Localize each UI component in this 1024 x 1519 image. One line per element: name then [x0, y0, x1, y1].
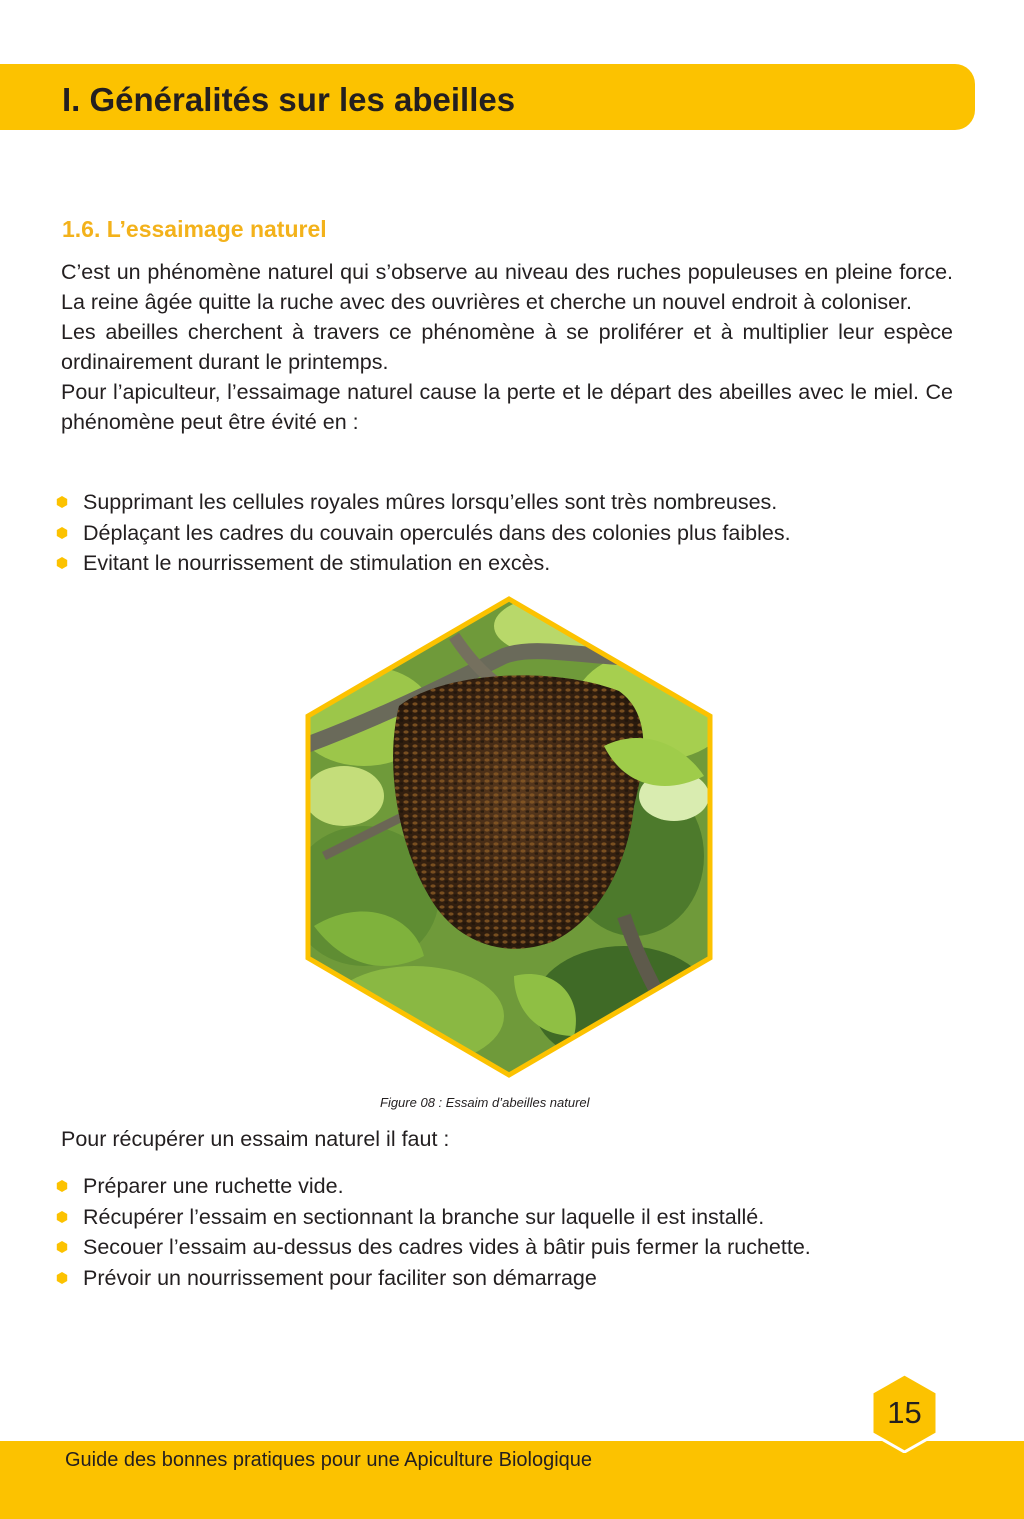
list-item-text: Supprimant les cellules royales mûres lorsqu’elles sont très nombreuses. [83, 490, 778, 514]
recovery-list [56, 1171, 811, 1293]
paragraph: C’est un phénomène naturel qui s’observe au niveau des ruches populeuses en pleine force. La reine âgée quitte la ruche avec des ouvrières et cherche un nouvel endroit à coloniser. [61, 260, 953, 314]
figure-caption: Figure 08 : Essaim d’abeilles naturel [380, 1095, 590, 1110]
hexagon-bullet-icon [56, 557, 68, 569]
list-item [56, 548, 791, 579]
list-item [56, 1202, 811, 1233]
hexagon-bullet-icon [56, 1180, 68, 1192]
hexagon-bullet-icon [56, 1241, 68, 1253]
hexagon-bullet-icon [56, 527, 68, 539]
page-number: 15 [887, 1395, 922, 1430]
list-item-text: Secouer l’essaim au-dessus des cadres vides à bâtir puis fermer la ruchette. [83, 1235, 811, 1259]
section-title: 1.6. L’essaimage naturel [62, 216, 327, 242]
paragraph: Les abeilles cherchent à travers ce phénomène à se proliférer et à multiplier leur espèce ordinairement durant le printemps. [61, 320, 953, 374]
hexagon-bullet-icon [56, 1272, 68, 1284]
list-item [56, 1263, 811, 1294]
list-item-text: Récupérer l’essaim en sectionnant la branche sur laquelle il est installé. [83, 1204, 765, 1229]
bee-swarm-photo [304, 596, 714, 1078]
chapter-title: I. Généralités sur les abeilles [62, 81, 516, 118]
hexagon-bullet-icon [56, 496, 68, 508]
list-item-text: Déplaçant les cadres du couvain operculés dans des colonies plus faibles. [83, 520, 791, 545]
list-item-text: Evitant le nourrissement de stimulation en excès. [83, 551, 551, 575]
list-item [56, 1171, 811, 1202]
recovery-intro: Pour récupérer un essaim naturel il faut : [61, 1127, 450, 1151]
list-item-text: Préparer une ruchette vide. [83, 1174, 344, 1198]
list-item [56, 487, 791, 518]
section-body [61, 257, 953, 437]
list-item [56, 1232, 811, 1263]
footer-text: Guide des bonnes pratiques pour une Apiculture Biologique [65, 1449, 593, 1471]
prevention-list [56, 487, 791, 579]
list-item [56, 518, 791, 549]
list-item-text: Prévoir un nourrissement pour faciliter son démarrage [83, 1265, 597, 1290]
hexagon-bullet-icon [56, 1211, 68, 1223]
paragraph: Pour l’apiculteur, l’essaimage naturel cause la perte et le départ des abeilles avec le miel. Ce phénomène peut être évité en : [61, 380, 953, 434]
